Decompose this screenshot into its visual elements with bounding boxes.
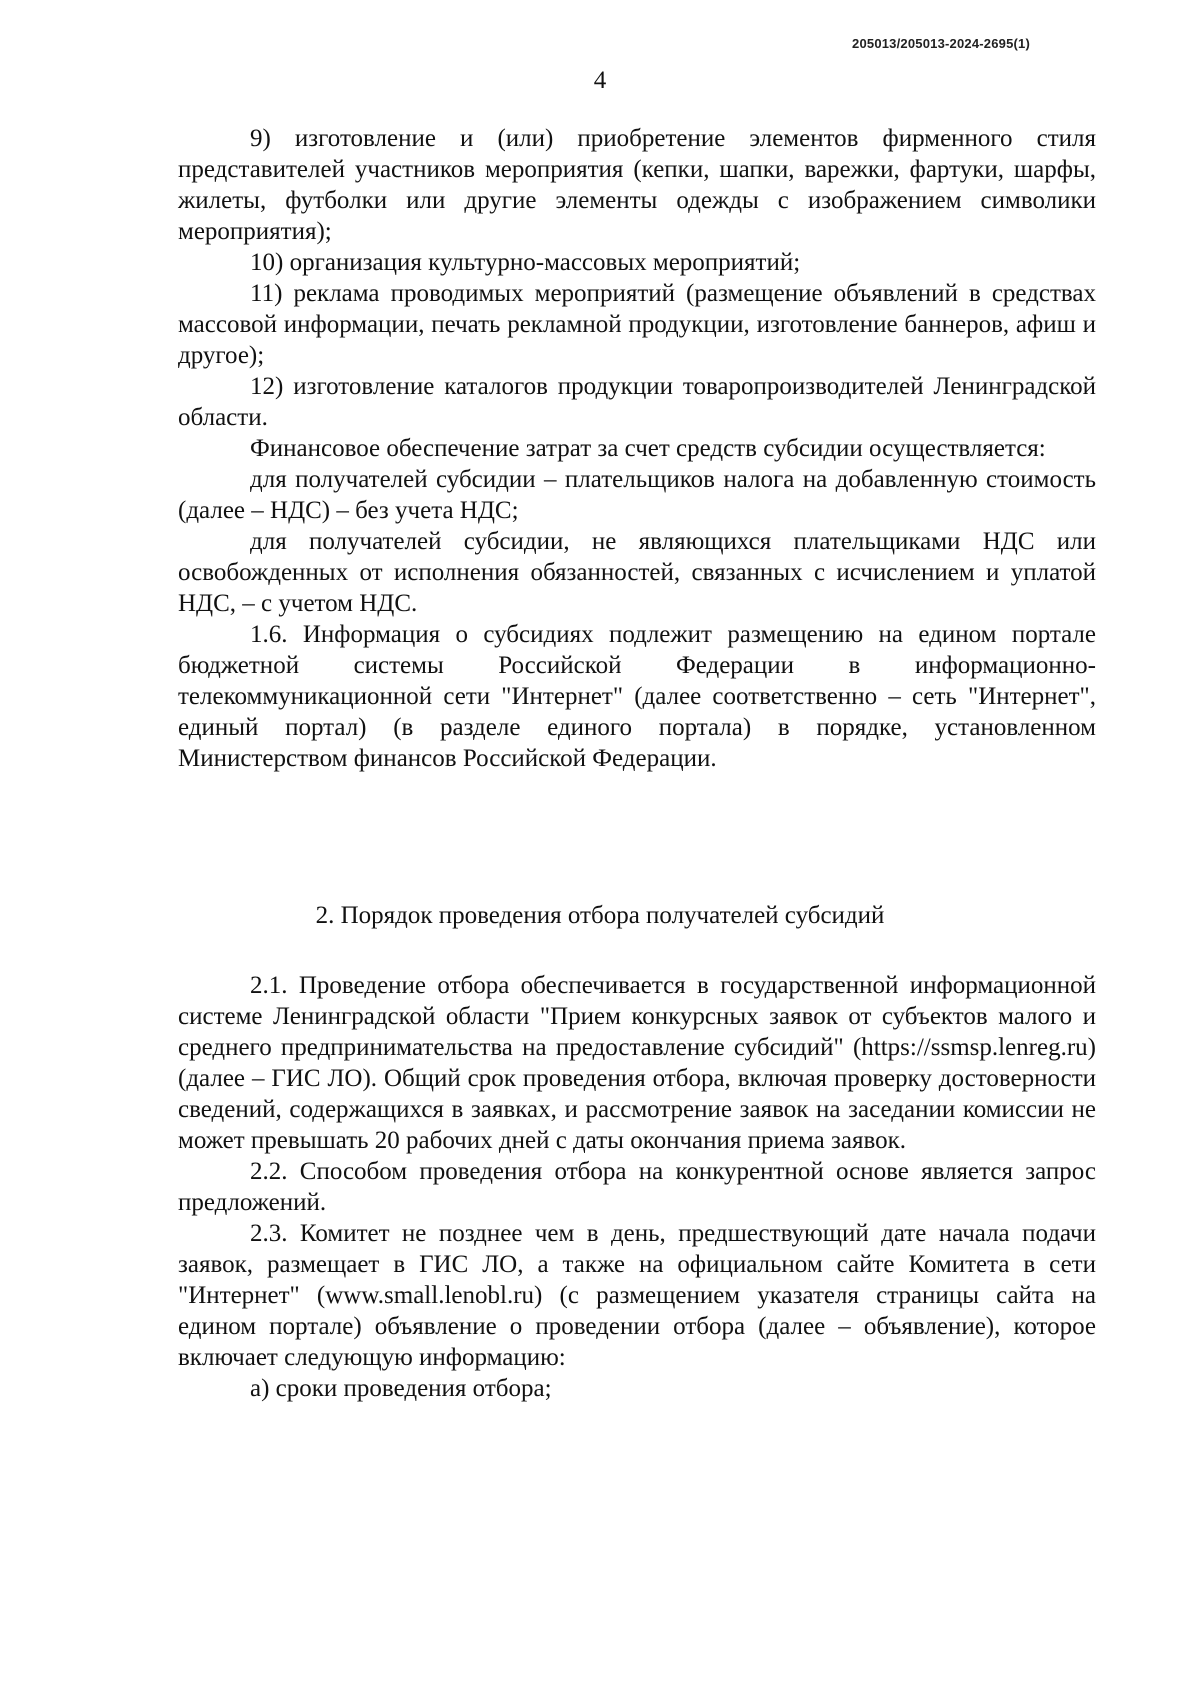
paragraph: для получателей субсидии, не являющихся плательщиками НДС или освобожденных от исполнения обязанностей, связанных с исчислением и уплатой НДС, – с учетом НДС.	[178, 528, 1096, 617]
section-heading: 2. Порядок проведения отбора получателей субсидий	[315, 902, 885, 929]
paragraph: 11) реклама проводимых мероприятий (размещение объявлений в средствах массовой информации, печать рекламной продукции, изготовление баннеров, афиш и другое);	[178, 280, 1096, 369]
page-number: 4	[593, 67, 607, 94]
paragraph: 2.2. Способом проведения отбора на конкурентной основе является запрос предложений.	[178, 1158, 1096, 1216]
paragraph: 2.3. Комитет не позднее чем в день, предшествующий дате начала подачи заявок, размещает в ГИС ЛО, а также на официальном сайте Комитета в сети "Интернет" (www.small.lenobl.ru) (с размещением указателя страницы сайта на едином портале) объявление о проведении отбора (далее – объявление), которое включает следующую информацию:	[178, 1220, 1096, 1371]
section-2-body	[178, 970, 1096, 1404]
paragraph: для получателей субсидии – плательщиков налога на добавленную стоимость (далее – НДС) – без учета НДС;	[178, 466, 1096, 524]
document-id: 205013/205013-2024-2695(1)	[852, 36, 1030, 51]
paragraph: 10) организация культурно-массовых мероприятий;	[250, 249, 801, 276]
paragraph: 12) изготовление каталогов продукции товаропроизводителей Ленинградской области.	[178, 373, 1096, 431]
paragraph: 1.6. Информация о субсидиях подлежит размещению на едином портале бюджетной системы Российской Федерации в информационно-телекоммуникационной сети "Интернет" (далее соответственно – сеть "Интернет", единый портал) (в разделе единого портала) в порядке, установленном Министерством финансов Российской Федерации.	[178, 621, 1096, 772]
paragraph: 9) изготовление и (или) приобретение элементов фирменного стиля представителей участников мероприятия (кепки, шапки, варежки, фартуки, шарфы, жилеты, футболки или другие элементы одежды с изображением символики мероприятия);	[178, 125, 1096, 245]
paragraph: 2.1. Проведение отбора обеспечивается в государственной информационной системе Ленинградской области "Прием конкурсных заявок от субъектов малого и среднего предпринимательства на предоставление субсидий" (https://ssmsp.lenreg.ru) (далее – ГИС ЛО). Общий срок проведения отбора, включая проверку достоверности сведений, содержащихся в заявках, и рассмотрение заявок на заседании комиссии не может превышать 20 рабочих дней с даты окончания приема заявок.	[178, 972, 1096, 1154]
section-1-body	[178, 123, 1096, 774]
paragraph: а) сроки проведения отбора;	[250, 1375, 552, 1402]
paragraph: Финансовое обеспечение затрат за счет средств субсидии осуществляется:	[250, 435, 1046, 462]
